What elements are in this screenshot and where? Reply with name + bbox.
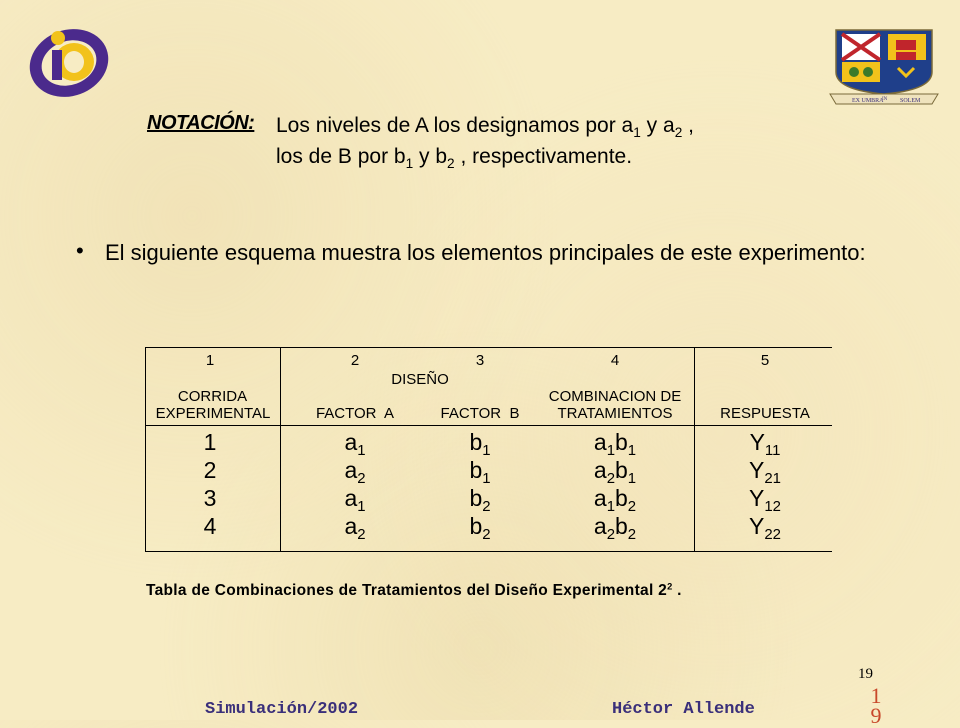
combination-cell: $a_2b_1$ [593, 457, 637, 488]
col-number-1: 1 [205, 352, 215, 369]
response-cell: $Y_{22}$ [749, 513, 781, 544]
response-cell: $Y_{12}$ [749, 485, 781, 516]
run-cell: 1 [203, 429, 217, 455]
run-cell: 4 [203, 513, 217, 539]
factor-a-cell: $a_2$ [344, 513, 366, 544]
header-experimental: EXPERIMENTAL [155, 405, 271, 422]
response-cell: $Y_{21}$ [749, 457, 781, 488]
combination-cell: $a_1b_2$ [593, 485, 637, 516]
col-number-5: 5 [760, 352, 770, 369]
page-number: 19 [858, 666, 873, 682]
svg-text:IN: IN [882, 97, 888, 102]
table-caption: Tabla de Combinaciones de Tratamientos del Diseño Experimental $2^2$ . [146, 581, 682, 599]
bullet-text: El siguiente esquema muestra los elementos principales de este experimento: [105, 240, 866, 265]
combination-cell: $a_1b_1$ [593, 429, 637, 460]
bullet-icon: • [76, 238, 84, 263]
header-respuesta: RESPUESTA [720, 405, 810, 422]
header-tratamientos: TRATAMIENTOS [557, 405, 673, 422]
header-factor-a: FACTOR A [315, 405, 395, 422]
table-row [0, 455, 960, 488]
header-corrida: CORRIDA [177, 388, 248, 405]
svg-text:EX UMBRA: EX UMBRA [852, 98, 884, 104]
header-factor-b: FACTOR B [440, 405, 520, 422]
col-number-2: 2 [350, 352, 360, 369]
design-group-label: DISEÑO [391, 371, 449, 388]
footer-left: Simulación/2002 [205, 700, 359, 719]
factor-a-cell: $a_2$ [344, 457, 366, 488]
svg-text:SOLEM: SOLEM [900, 98, 921, 104]
table-row [0, 483, 960, 516]
header-combinacion: COMBINACION DE [548, 388, 682, 405]
run-cell: 2 [203, 457, 217, 483]
notation-line-2: los de B por $b_1$ y $b_2$ , respectivamente. [276, 145, 633, 171]
footer-right: Héctor Allende [612, 700, 755, 719]
factor-a-cell: $a_1$ [344, 485, 366, 516]
combination-cell: $a_2b_2$ [593, 513, 637, 544]
run-cell: 3 [203, 485, 217, 511]
response-cell: $Y_{11}$ [749, 429, 781, 460]
page-number-large: 1 9 [870, 683, 882, 728]
factor-b-cell: $b_1$ [469, 429, 491, 460]
notation-line-1: Los niveles de A los designamos por $a_1$ y $a_2$ , [276, 114, 694, 140]
factor-b-cell: $b_1$ [469, 457, 491, 488]
factor-b-cell: $b_2$ [469, 513, 491, 544]
factor-a-cell: $a_1$ [344, 429, 366, 460]
factor-b-cell: $b_2$ [469, 485, 491, 516]
notation-label: NOTACIÓN: [147, 112, 255, 134]
table-row [0, 511, 960, 544]
col-number-3: 3 [475, 352, 485, 369]
col-number-4: 4 [610, 352, 620, 369]
table-row [0, 427, 960, 460]
